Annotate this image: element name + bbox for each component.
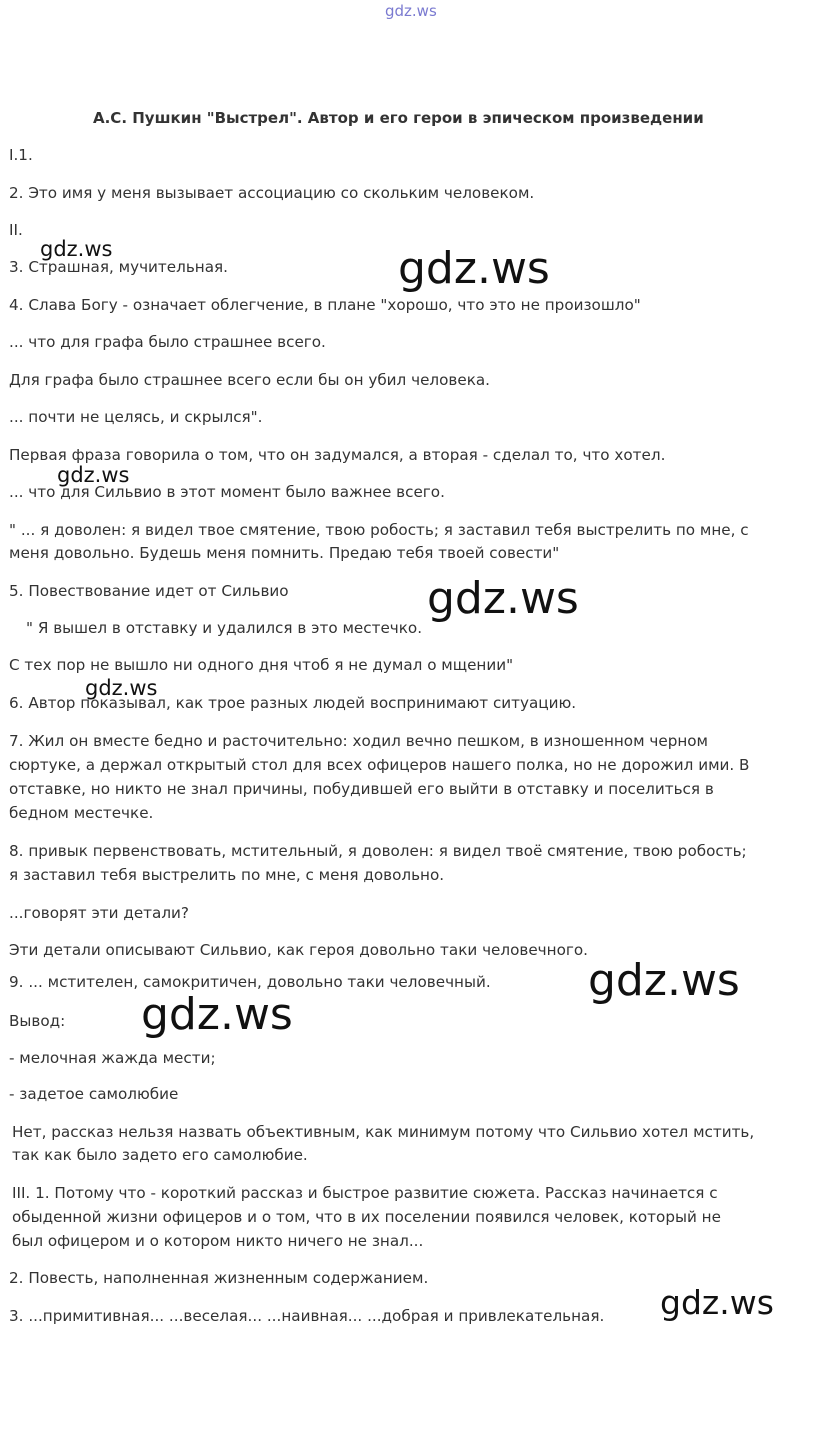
text-line: Вывод: — [9, 1012, 66, 1030]
text-line: сюртуке, а держал открытый стол для всех офицеров нашего полка, но не дорожил ими. В — [9, 756, 750, 774]
text-line: Эти детали описывают Сильвио, как героя довольно таки человечного. — [9, 941, 588, 959]
watermark: gdz.ws — [398, 243, 550, 294]
text-line: 2. Повесть, наполненная жизненным содержанием. — [9, 1269, 429, 1287]
text-line: " Я вышел в отставку и удалился в это местечко. — [26, 619, 423, 637]
text-line: 3. ...примитивная... ...веселая... ...наивная... ...добрая и привлекательная. — [9, 1307, 605, 1325]
text-line: III. 1. Потому что - короткий рассказ и быстрое развитие сюжета. Рассказ начинается с — [12, 1184, 718, 1202]
text-line: 5. Повествование идет от Сильвио — [9, 582, 289, 600]
text-line: ... что для Сильвио в этот момент было важнее всего. — [9, 483, 445, 501]
text-line: - задетое самолюбие — [9, 1085, 179, 1103]
text-line: II. — [9, 221, 23, 239]
watermark: gdz.ws — [588, 955, 740, 1006]
text-line: 9. ... мстителен, самокритичен, довольно таки человечный. — [9, 973, 491, 991]
text-line: обыденной жизни офицеров и о том, что в их поселении появился человек, который не — [12, 1208, 721, 1226]
text-line: ... почти не целясь, и скрылся". — [9, 408, 263, 426]
text-line: Первая фраза говорила о том, что он задумался, а вторая - сделал то, что хотел. — [9, 446, 666, 464]
watermark: gdz.ws — [427, 573, 579, 624]
text-line: отставке, но никто не знал причины, побудившей его выйти в отставку и поселиться в — [9, 780, 714, 798]
text-line: был офицером и о котором никто ничего не знал... — [12, 1232, 424, 1250]
text-line: 2. Это имя у меня вызывает ассоциацию со скольким человеком. — [9, 184, 535, 202]
text-line: 7. Жил он вместе бедно и расточительно: ходил вечно пешком, в изношенном черном — [9, 732, 709, 750]
text-line: I.1. — [9, 146, 33, 164]
watermark: gdz.ws — [40, 237, 113, 261]
page-title: А.С. Пушкин "Выстрел". Автор и его герои в эпическом произведении — [93, 109, 704, 127]
text-line: Нет, рассказ нельзя назвать объективным, как минимум потому что Сильвио хотел мстить, — [12, 1123, 755, 1141]
watermark: gdz.ws — [660, 1283, 774, 1322]
watermark-top: gdz.ws — [385, 2, 437, 20]
watermark: gdz.ws — [141, 989, 293, 1040]
text-line: 4. Слава Богу - означает облегчение, в плане "хорошо, что это не произошло" — [9, 296, 641, 314]
text-line: 3. Страшная, мучительная. — [9, 258, 228, 276]
text-line: я заставил тебя выстрелить по мне, с меня довольно. — [9, 866, 445, 884]
text-line: 6. Автор показывал, как трое разных людей воспринимают ситуацию. — [9, 694, 577, 712]
text-line: ...говорят эти детали? — [9, 904, 189, 922]
text-line: ... что для графа было страшнее всего. — [9, 333, 326, 351]
watermark: gdz.ws — [85, 676, 158, 700]
text-line: - мелочная жажда мести; — [9, 1049, 216, 1067]
text-line: меня довольно. Будешь меня помнить. Предаю тебя твоей совести" — [9, 544, 560, 562]
text-line: С тех пор не вышло ни одного дня чтоб я не думал о мщении" — [9, 656, 514, 674]
watermark: gdz.ws — [57, 463, 130, 487]
text-line: " ... я доволен: я видел твое смятение, твою робость; я заставил тебя выстрелить по мне, с — [9, 521, 749, 539]
text-line: бедном местечке. — [9, 804, 154, 822]
text-line: так как было задето его самолюбие. — [12, 1146, 308, 1164]
text-line: 8. привык первенствовать, мстительный, я доволен: я видел твоё смятение, твою робость; — [9, 842, 747, 860]
text-line: Для графа было страшнее всего если бы он убил человека. — [9, 371, 491, 389]
